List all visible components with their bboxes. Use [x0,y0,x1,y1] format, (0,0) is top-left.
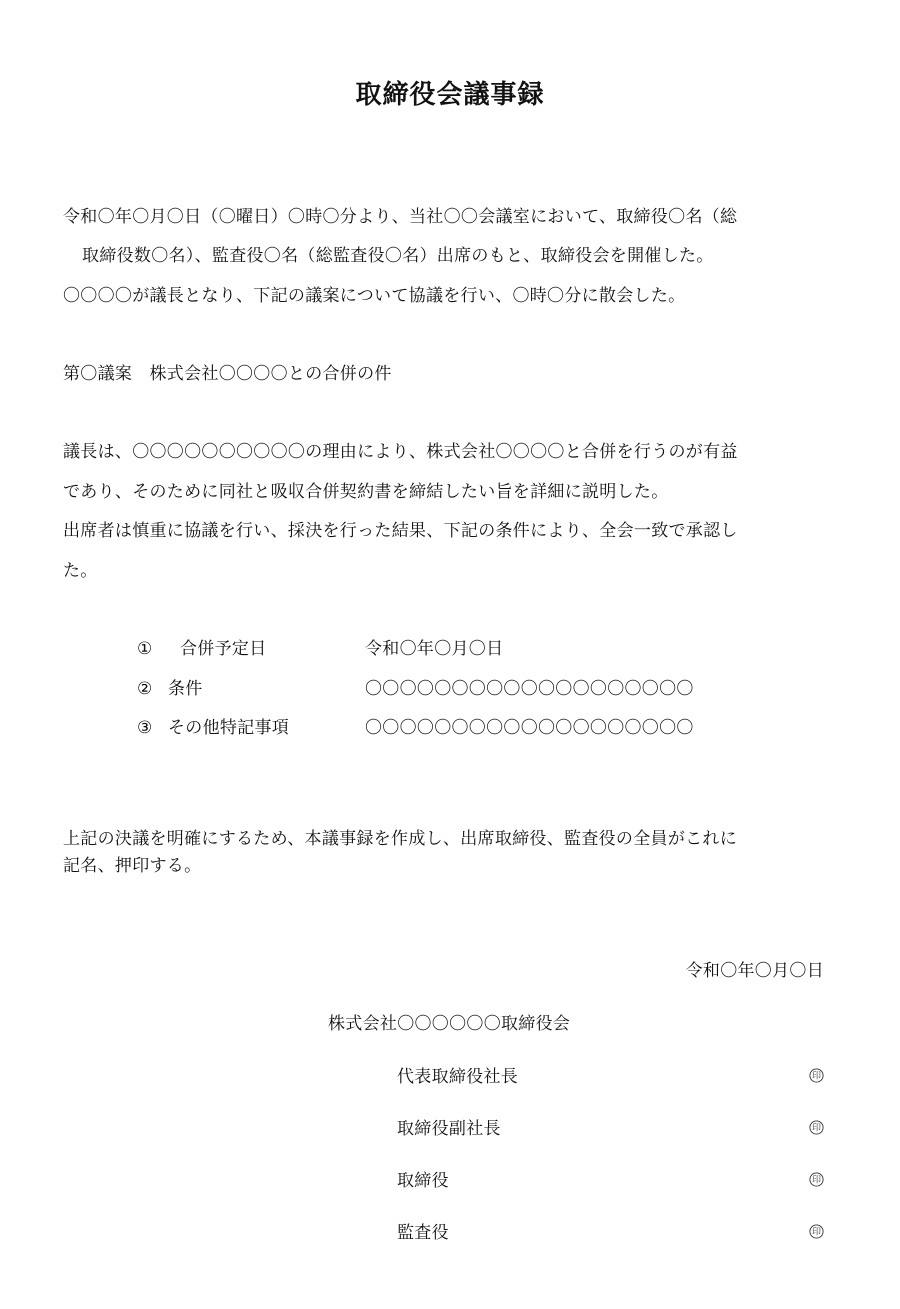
company-name: 株式会社〇〇〇〇〇〇取締役会 [328,1014,571,1034]
signatory-role-director: 取締役 [397,1171,449,1191]
seal-stamp-icon [809,1068,824,1083]
discussion-line-3: 出席者は慎重に協議を行い、採決を行った結果、下記の条件により、全会一致で承認し [63,521,738,541]
document-date: 令和〇年〇月〇日 [685,961,824,981]
discussion-line-4: た。 [63,561,98,581]
condition-2-value: 〇〇〇〇〇〇〇〇〇〇〇〇〇〇〇〇〇〇〇 [365,679,694,699]
document-title: 取締役会議事録 [355,80,545,110]
seal-stamp-icon [809,1172,824,1187]
seal-stamp-icon [809,1224,824,1239]
closing-line-1: 上記の決議を明確にするため、本議事録を作成し、出席取締役、監査役の全員がこれに [63,829,738,849]
seal-label-3: 印 [811,1175,822,1186]
signatory-role-president: 代表取締役社長 [397,1067,519,1087]
seal-stamp-icon [809,1120,824,1135]
condition-1-label: 合併予定日 [180,639,267,659]
condition-1-value: 令和〇年〇月〇日 [365,639,504,659]
condition-3-label: その他特記事項 [168,718,290,738]
condition-3-value: 〇〇〇〇〇〇〇〇〇〇〇〇〇〇〇〇〇〇〇 [365,718,694,738]
intro-line-1: 令和〇年〇月〇日（〇曜日）〇時〇分より、当社〇〇会議室において、取締役〇名（総 [63,207,738,227]
condition-1-marker: ① [137,639,153,659]
seal-label-4: 印 [811,1227,822,1238]
intro-line-3: 〇〇〇〇が議長となり、下記の議案について協議を行い、〇時〇分に散会した。 [63,286,686,306]
discussion-line-1: 議長は、〇〇〇〇〇〇〇〇〇〇の理由により、株式会社〇〇〇〇と合併を行うのが有益 [63,442,738,462]
condition-2-marker: ② [137,679,153,699]
signatory-role-auditor: 監査役 [397,1223,449,1243]
discussion-line-2: であり、そのために同社と吸収合併契約書を締結したい旨を詳細に説明した。 [63,482,669,502]
condition-3-marker: ③ [137,718,153,738]
condition-2-label: 条件 [168,679,203,699]
signatory-role-vice-president: 取締役副社長 [397,1119,501,1139]
seal-label-2: 印 [811,1123,822,1134]
agenda-heading: 第〇議案 株式会社〇〇〇〇との合併の件 [63,364,392,384]
seal-label-1: 印 [811,1071,822,1082]
closing-line-2: 記名、押印する。 [63,856,202,876]
intro-line-2: 取締役数〇名）、監査役〇名（総監査役〇名）出席のもと、取締役会を開催した。 [82,246,714,266]
